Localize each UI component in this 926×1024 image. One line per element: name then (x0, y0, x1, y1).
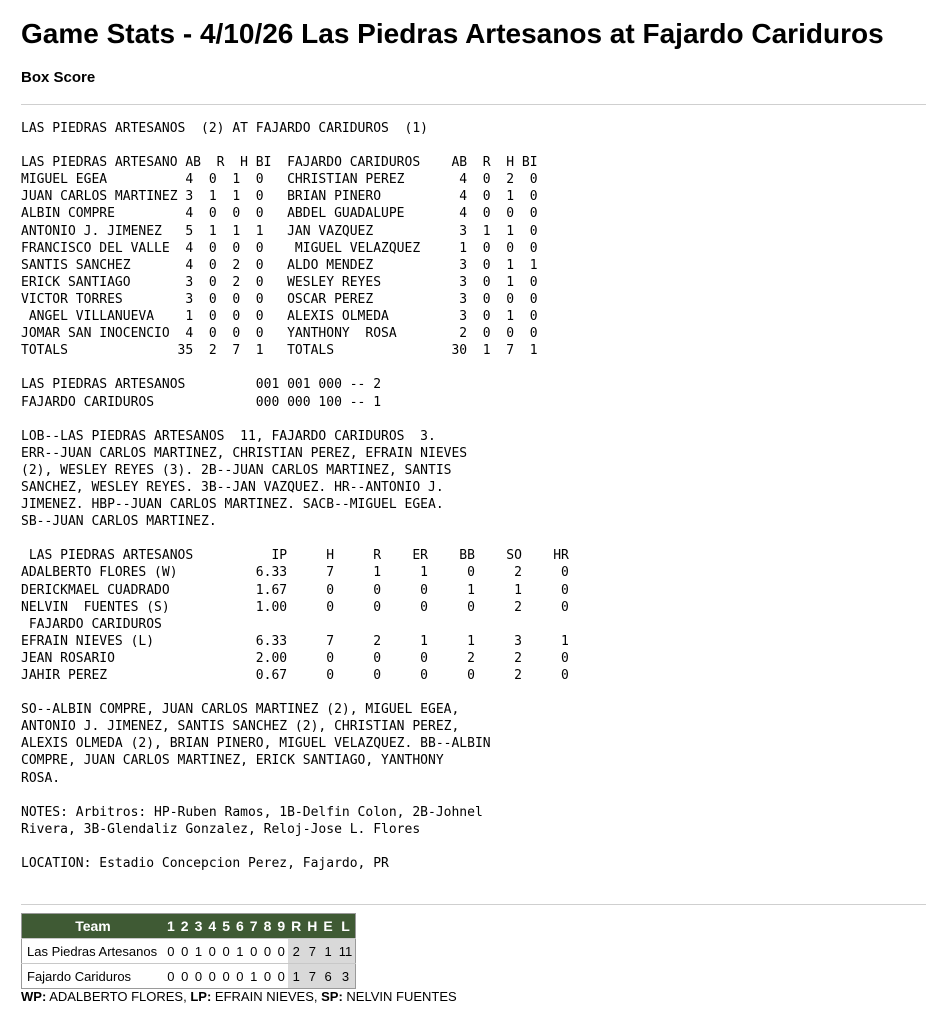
wp-label: WP: (21, 989, 47, 1004)
top-divider (21, 104, 926, 105)
inning-score: 0 (219, 964, 233, 989)
line-score-col-header: R (288, 914, 304, 939)
total-score: 2 (288, 939, 304, 964)
line-score-col-header: 5 (219, 914, 233, 939)
inning-score: 0 (219, 939, 233, 964)
line-score-header-row (22, 914, 356, 939)
inning-score: 0 (178, 939, 192, 964)
line-score-table (21, 913, 356, 989)
inning-score: 0 (205, 964, 219, 989)
total-score: 7 (304, 939, 320, 964)
line-score-row (22, 964, 356, 989)
inning-score: 0 (274, 939, 288, 964)
line-score-team-header: Team (22, 914, 165, 939)
total-score: 6 (320, 964, 335, 989)
save-pitcher: NELVIN FUENTES (346, 989, 457, 1004)
inning-score: 0 (164, 939, 178, 964)
line-score-col-header: 1 (164, 914, 178, 939)
line-score-col-header: 8 (261, 914, 275, 939)
inning-score: 0 (233, 964, 247, 989)
winning-pitcher: ADALBERTO FLORES (49, 989, 184, 1004)
inning-score: 0 (261, 939, 275, 964)
line-score-team-name: Fajardo Cariduros (22, 964, 165, 989)
line-score-col-header: 6 (233, 914, 247, 939)
line-score-col-header: 9 (274, 914, 288, 939)
section-title: Box Score (21, 69, 96, 86)
line-score-col-header: H (304, 914, 320, 939)
inning-score: 0 (247, 939, 261, 964)
inning-score: 0 (274, 964, 288, 989)
line-score-row (22, 939, 356, 964)
line-score-body (22, 939, 356, 989)
line-score-col-header: 7 (247, 914, 261, 939)
line-score-col-header: 2 (178, 914, 192, 939)
page-title: Game Stats - 4/10/26 Las Piedras Artesanos at Fajardo Cariduros (21, 18, 884, 49)
total-score: 11 (336, 939, 356, 964)
sp-label: SP: (321, 989, 343, 1004)
inning-score: 0 (205, 939, 219, 964)
total-score: 1 (320, 939, 335, 964)
total-score: 7 (304, 964, 320, 989)
total-score: 3 (336, 964, 356, 989)
line-score-col-header: 4 (205, 914, 219, 939)
box-score-text: LAS PIEDRAS ARTESANOS (2) AT FAJARDO CARIDUROS (1) LAS PIEDRAS ARTESANO AB R H BI FAJARDO CARIDUROS AB R H BI MIGUEL EGEA 4 0 1 0 CHRISTIAN PEREZ 4 0 2 0 JUAN CARLOS MARTINEZ 3 1 1 0 BRIAN PINERO 4 0 1 0 ALBIN COMPRE 4 0 0 0 ABDEL GUADALUPE 4 0 0 0 ANTONIO J. JIMENEZ 5 1 1 1 JAN VAZQUEZ 3 1 1 0 FRANCISCO DEL VALLE 4 0 0 0 MIGUEL VELAZQUEZ 1 0 0 0 SANTIS SANCHEZ 4 0 2 0 ALDO MENDEZ 3 0 1 1 ERICK SANTIAGO 3 0 2 0 WESLEY REYES 3 0 1 0 VICTOR TORRES 3 0 0 0 OSCAR PEREZ 3 0 0 0 ANGEL VILLANUEVA 1 0 0 0 ALEXIS OLMEDA 3 0 1 0 JOMAR SAN INOCENCIO 4 0 0 0 YANTHONY ROSA 2 0 0 0 TOTALS 35 2 7 1 TOTALS 30 1 7 1 LAS PIEDRAS ARTESANOS 001 001 000 -- 2 FAJARDO CARIDUROS 000 000 100 -- 1 LOB--LAS PIEDRAS ARTESANOS 11, FAJARDO CARIDUROS 3. ERR--JUAN CARLOS MARTINEZ, CHRISTIAN PEREZ, EFRAIN NIEVES (2), WESLEY REYES (3). 2B--JUAN CARLOS MARTINEZ, SANTIS SANCHEZ, WESLEY REYES. 3B--JAN VAZQUEZ. HR--ANTONIO J. JIMENEZ. HBP--JUAN CARLOS MARTINEZ. SACB--MIGUEL EGEA. SB--JUAN CARLOS MARTINEZ. LAS PIEDRAS ARTESANOS IP H R ER BB SO HR ADALBERTO FLORES (W) 6.33 7 1 1 0 2 0 DERICKMAEL CUADRADO 1.67 0 0 0 1 1 0 NELVIN FUENTES (S) 1.00 0 0 0 0 2 0 FAJARDO CARIDUROS EFRAIN NIEVES (L) 6.33 7 2 1 1 3 1 JEAN ROSARIO 2.00 0 0 0 2 2 0 JAHIR PEREZ 0.67 0 0 0 0 2 0 SO--ALBIN COMPRE, JUAN CARLOS MARTINEZ (2), MIGUEL EGEA, ANTONIO J. JIMENEZ, SANTIS SANCHEZ (2), CHRISTIAN PEREZ, ALEXIS OLMEDA (2), BRIAN PINERO, MIGUEL VELAZQUEZ. BB--ALBIN COMPRE, JUAN CARLOS MARTINEZ, ERICK SANTIAGO, YANTHONY ROSA. NOTES: Arbitros: HP-Ruben Ramos, 1B-Delfin Colon, 2B-Johnel Rivera, 3B-Glendaliz Gonzalez, Reloj-Jose L. Flores LOCATION: Estadio Concepcion Perez, Fajardo, PR (21, 121, 569, 872)
line-score-col-header: E (320, 914, 335, 939)
inning-score: 1 (192, 939, 206, 964)
pitching-decisions: WP: ADALBERTO FLORES, LP: EFRAIN NIEVES, SP: NELVIN FUENTES (21, 989, 457, 1004)
inning-score: 0 (178, 964, 192, 989)
inning-score: 0 (192, 964, 206, 989)
inning-score: 1 (233, 939, 247, 964)
lp-label: LP: (190, 989, 212, 1004)
losing-pitcher: EFRAIN NIEVES (214, 989, 314, 1004)
inning-score: 0 (261, 964, 275, 989)
line-score-col-header: L (336, 914, 356, 939)
line-score-col-header: 3 (192, 914, 206, 939)
bottom-divider (21, 904, 926, 905)
inning-score: 0 (164, 964, 178, 989)
line-score-team-name: Las Piedras Artesanos (22, 939, 165, 964)
total-score: 1 (288, 964, 304, 989)
inning-score: 1 (247, 964, 261, 989)
